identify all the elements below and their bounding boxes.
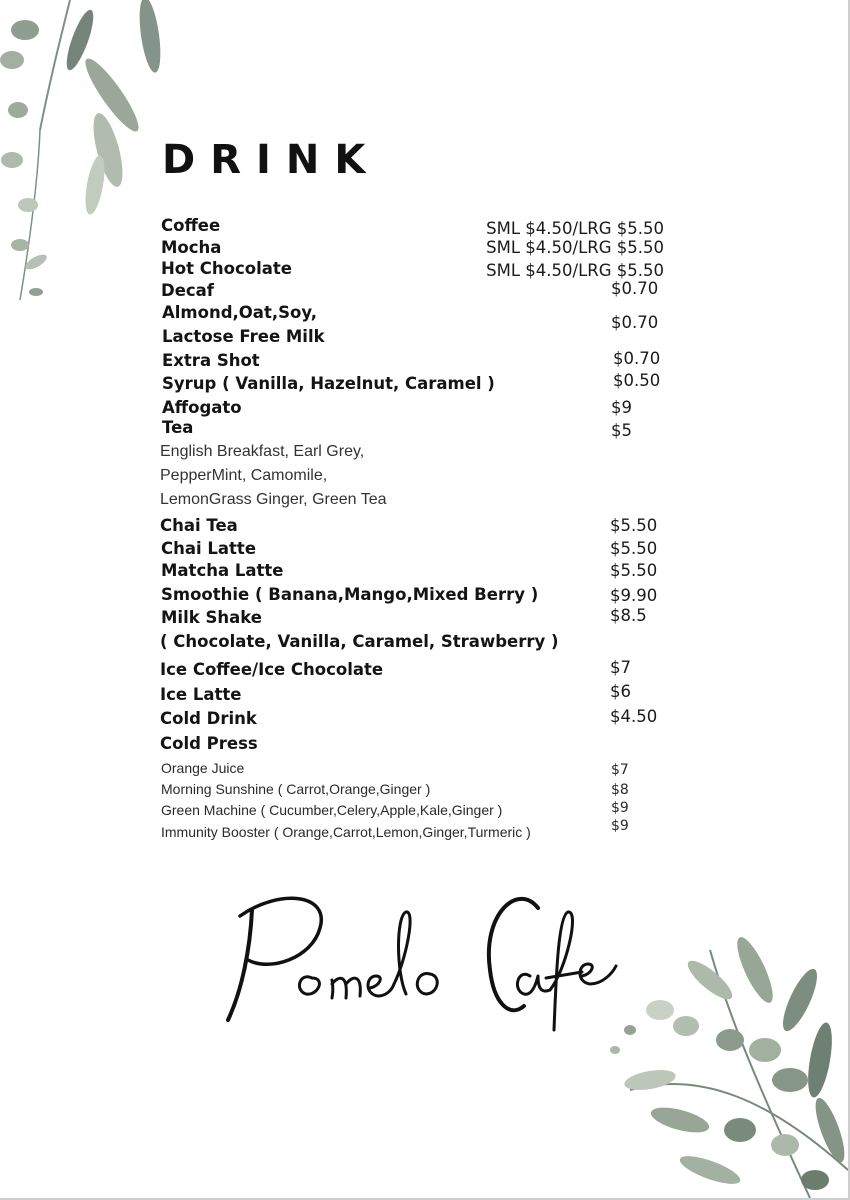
item-name: ( Chocolate, Vanilla, Caramel, Strawberry )	[160, 632, 559, 651]
item-name: Ice Coffee/Ice Chocolate	[160, 660, 384, 679]
item-price: $0.50	[613, 371, 661, 390]
item-name: Ice Latte	[160, 685, 242, 704]
item-price: $0.70	[611, 313, 659, 332]
item-name: Decaf	[161, 281, 214, 300]
menu-item	[0, 660, 848, 682]
menu-item	[0, 418, 848, 440]
menu-item	[0, 238, 848, 260]
cold-press-item: Green Machine ( Cucumber,Celery,Apple,Kale,Ginger )	[161, 802, 503, 818]
cold-press-item: Orange Juice	[161, 760, 245, 776]
item-name: Affogato	[162, 398, 242, 417]
menu-item	[0, 608, 848, 630]
item-price: SML $4.50/LRG $5.50	[486, 238, 664, 257]
tea-variety: LemonGrass Ginger, Green Tea	[160, 491, 387, 508]
item-name: Almond,Oat,Soy,	[162, 303, 318, 322]
menu-item	[0, 259, 848, 281]
menu-item	[0, 632, 848, 654]
menu-item	[0, 585, 848, 607]
item-price: $4.50	[610, 707, 658, 726]
menu-title: DRINK	[162, 137, 381, 183]
cold-press-price: $9	[611, 818, 629, 834]
cold-press-price: $7	[611, 762, 629, 778]
item-price: $5	[611, 421, 632, 440]
menu-item	[0, 351, 848, 373]
item-name-line2: Lactose Free Milk	[162, 327, 325, 346]
tea-variety: PepperMint, Camomile,	[160, 467, 328, 484]
item-price: $9	[611, 398, 632, 417]
menu-item	[0, 398, 848, 420]
item-price: $5.50	[610, 516, 658, 535]
menu-item	[0, 303, 848, 346]
tea-variety: English Breakfast, Earl Grey,	[160, 443, 365, 460]
item-price: $5.50	[610, 561, 658, 580]
menu-item	[0, 281, 848, 303]
item-price: SML $4.50/LRG $5.50	[486, 219, 664, 238]
item-name: Syrup ( Vanilla, Hazelnut, Caramel )	[162, 374, 495, 393]
item-name: Milk Shake	[161, 608, 262, 627]
item-price: SML $4.50/LRG $5.50	[486, 261, 664, 280]
cold-press-price: $9	[611, 800, 629, 816]
item-name: Cold Drink	[160, 709, 257, 728]
item-price: $9.90	[610, 586, 658, 605]
menu-item	[0, 734, 848, 756]
menu-item	[0, 561, 848, 583]
item-price: $8.5	[610, 606, 647, 625]
item-name: Mocha	[161, 238, 222, 257]
menu-item	[0, 682, 848, 707]
item-price: $0.70	[611, 279, 659, 298]
menu-item	[0, 709, 848, 731]
item-name: Smoothie ( Banana,Mango,Mixed Berry )	[161, 585, 539, 604]
item-price: $7	[610, 658, 631, 677]
item-price: $5.50	[610, 539, 658, 558]
menu-item	[0, 371, 848, 396]
cold-press-price: $8	[611, 782, 629, 798]
item-name: Coffee	[161, 216, 221, 235]
item-name: Chai Latte	[161, 539, 257, 558]
eucalyptus-leaves-bottom-right	[590, 930, 848, 1198]
item-name: Tea	[162, 418, 194, 437]
item-price: $0.70	[613, 349, 661, 368]
menu-item	[0, 516, 848, 538]
menu-item	[0, 539, 848, 561]
item-name: Hot Chocolate	[161, 259, 292, 278]
item-name: Extra Shot	[162, 351, 260, 370]
item-price: $6	[610, 682, 631, 701]
item-name: Cold Press	[160, 734, 258, 753]
item-name: Matcha Latte	[161, 561, 284, 580]
menu-item	[0, 216, 848, 238]
pomelo-cafe-logo	[220, 880, 650, 1040]
item-name: Chai Tea	[160, 516, 238, 535]
cold-press-item: Morning Sunshine ( Carrot,Orange,Ginger )	[161, 781, 431, 797]
cold-press-item: Immunity Booster ( Orange,Carrot,Lemon,Ginger,Turmeric )	[161, 824, 531, 840]
